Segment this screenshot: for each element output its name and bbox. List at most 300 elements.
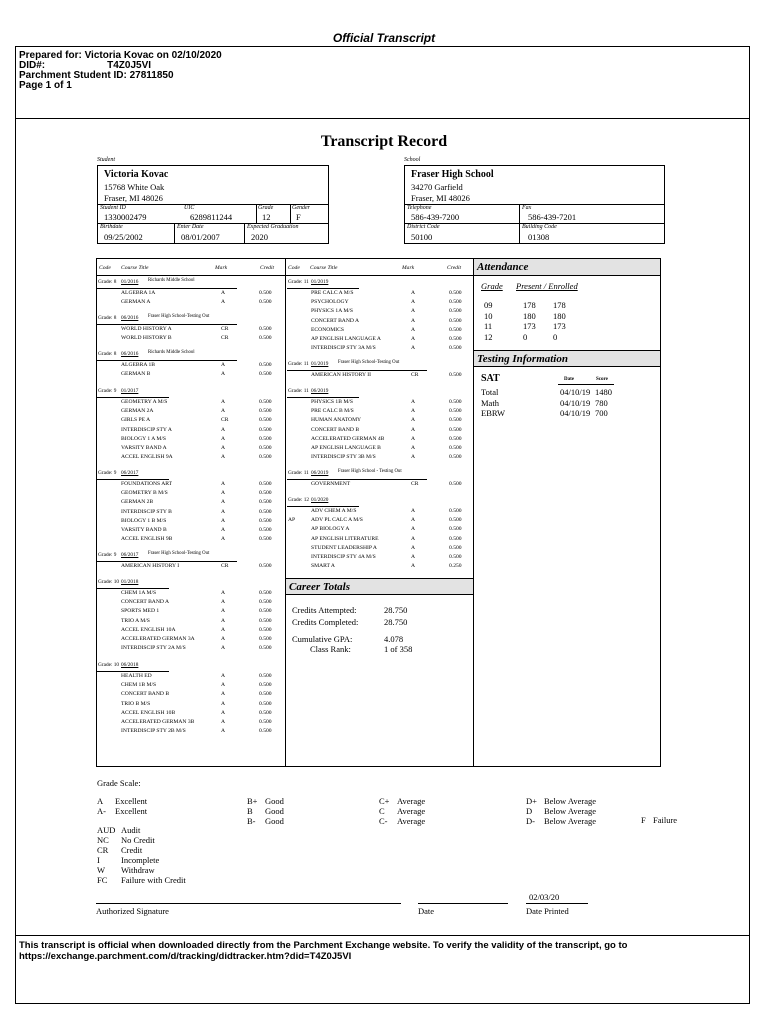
school-address2: Fraser, MI 48026 [411,193,470,203]
course-mark: A [221,399,226,405]
term-grade: Grade: 10 [98,662,120,668]
school-label: School [404,157,421,163]
term-date: 06/2017 [121,470,139,476]
verification-notice: This transcript is official when downloaded directly from the Parchment Exchange website. To verify the validity of the transcript, go to https://exchange.parchment.com/d/tracking/didtracker.htm?did=T4Z0J5VI [19,940,628,962]
course-title: GERMAN 2A [121,408,154,415]
attendance-enrolled: 173 [553,321,566,331]
credits-attempted-label: Credits Attempted: [292,605,357,615]
course-title: AP ENGLISH LANGUAGE B [311,445,381,451]
scale-code-desc: Failure with Credit [121,875,186,885]
course-mark: A [221,290,226,296]
course-title: ALGEBRA 1A [121,290,156,296]
attendance-grade: 09 [484,300,493,310]
scale-code-desc: Credit [121,845,143,855]
student-id-label: Student ID [100,205,126,211]
attendance-heading: Attendance [474,259,660,276]
course-title: WORLD HISTORY B [121,335,172,342]
course-mark: A [411,535,416,542]
scale-desc: Excellent [115,806,148,816]
course-credit: 0.500 [449,426,462,433]
term-date: 01/2019 [311,279,329,285]
test-date: 04/10/19 [560,397,591,408]
course-mark: A [221,499,226,506]
scale-code: I [97,855,100,865]
attendance-grade: 11 [484,321,493,331]
scale-grade: A- [97,806,106,816]
scale-desc: Good [265,806,284,816]
gpa: 4.078 [384,634,404,644]
student-box [97,165,329,244]
student-id: 1330002479 [104,212,147,222]
course-mark: A [411,317,416,324]
course-title: AMERICAN HISTORY II [311,372,371,378]
course-credit: 0.500 [449,299,462,306]
gpa-label: Cumulative GPA: [292,634,353,644]
telephone-label: Telephone [407,205,432,211]
district-code: 50100 [411,232,433,242]
term-grade: Grade: 10 [98,579,120,585]
attendance-grade: 12 [484,331,493,342]
course-mark: A [221,673,226,679]
scale-grade: D- [526,816,535,826]
course-title: ACCEL ENGLISH 9A [121,454,173,461]
course-title: AMERICAN HISTORY I [121,563,180,569]
scale-grade: C- [379,816,388,826]
test-date-header: Date [564,377,574,382]
course-mark: A [221,700,226,707]
course-title: INTERDISCIP STY 2B M/S [121,728,186,735]
course-title: GERMAN A [121,299,151,306]
course-credit: 0.500 [259,408,272,415]
course-mark: A [411,517,416,524]
term-date: 01/2016 [121,279,139,285]
course-credit: 0.500 [449,544,462,551]
scale-code: CR [97,845,109,855]
term-school: Richards Middle School [148,278,195,283]
course-credit: 0.500 [449,336,462,342]
scale-code: NC [97,835,109,845]
course-mark: CR [221,335,229,342]
course-title: INTERDISCIP STY 2A M/S [121,645,186,652]
course-title: FOUNDATIONS ART [121,481,173,487]
course-credit: 0.500 [259,371,272,378]
course-credit: 0.500 [259,590,272,596]
course-title: GERMAN 2B [121,499,154,506]
course-mark: A [411,408,416,415]
page-count: Page 1 of 1 [19,80,72,91]
course-credit: 0.500 [449,326,462,333]
course-title: ALGEBRA 1B [121,362,156,368]
scale-code: FC [97,875,108,885]
scale-desc: Average [397,796,426,806]
student-label: Student [97,157,115,163]
student-name: Victoria Kovac [104,169,169,180]
attendance-present: 178 [523,300,536,310]
course-title: AP ENGLISH LANGUAGE A [311,336,381,342]
course-title: BIOLOGY 1 B M/S [121,517,167,524]
course-mark: A [221,691,226,698]
course-credit: 0.500 [259,508,272,515]
course-mark: A [221,682,226,689]
term-grade: Grade: 8 [98,279,117,285]
footer-divider [15,935,750,936]
course-credit: 0.500 [449,517,462,524]
prepared-info [19,51,222,91]
course-mark: A [411,435,416,442]
building-label: Building Code [522,224,557,230]
course-mark: A [221,599,226,606]
course-mark: A [411,544,416,551]
attendance-grade-header: Grade [481,281,503,291]
course-mark: A [221,490,226,497]
date-printed-label: Date Printed [526,906,569,916]
uic-label: UIC [184,205,195,211]
course-mark: A [221,454,226,461]
course-title: INTERDISCIP STY B [121,508,172,515]
course-credit: 0.500 [449,417,462,424]
term-underline [287,479,427,480]
test-date: 04/10/19 [560,387,591,397]
term-grade: Grade: 12 [288,497,310,503]
course-mark: A [221,408,226,415]
scale-desc: Failure [653,815,678,825]
course-credit: 0.500 [259,490,272,497]
graduation: 2020 [251,232,268,242]
scale-grade: B [247,806,253,816]
scale-code: AUD [97,825,116,835]
scale-code-desc: Incomplete [121,855,160,865]
course-credit: 0.500 [259,335,272,342]
course-mark: A [411,454,416,461]
term-underline [97,360,237,361]
course-title: PHYSICS 1A M/S [311,308,353,315]
building-code: 01308 [528,232,550,242]
attendance-present: 180 [523,310,536,321]
course-title: CONCERT BAND B [121,691,170,698]
credits-attempted: 28.750 [384,605,408,615]
course-credit: 0.500 [259,700,272,707]
course-credit: 0.500 [259,709,272,716]
telephone: 586-439-7200 [411,212,460,222]
grade-label: Grade [258,205,274,211]
authorized-signature-label: Authorized Signature [96,906,169,916]
career-totals-heading: Career Totals [286,578,473,595]
course-title: PRE CALC A M/S [311,290,354,296]
course-credit: 0.500 [259,617,272,624]
course-mark: A [221,435,226,442]
course-mark: A [221,508,226,515]
course-title: SMART A [311,563,335,570]
course-mark: A [221,719,226,725]
course-mark: A [411,445,416,451]
course-mark: A [221,371,226,378]
course-credit: 0.500 [259,527,272,533]
term-grade: Grade: 11 [288,279,309,285]
test-name: Math [481,397,499,408]
enter-date-label: Enter Date [177,224,204,230]
course-title: STUDENT LEADERSHIP A [311,544,377,551]
testing-heading: Testing Information [474,350,660,367]
course-credit: 0.500 [449,481,462,487]
course-credit: 0.500 [449,535,462,542]
course-mark: A [221,517,226,524]
course-title: CHEM 1B M/S [121,682,157,689]
course-mark: A [411,508,416,514]
course-title: GOVERNMENT [311,481,351,487]
course-credit: 0.500 [259,719,272,725]
course-credit: 0.500 [449,372,462,378]
course-title: GIRLS PE A [121,417,151,424]
course-title: INTERDISCIP STY 3A M/S [311,345,376,352]
course-title: TRIO B M/S [121,700,151,707]
course-credit: 0.500 [259,299,272,306]
course-mark: A [221,590,226,596]
parchment-student-id: Parchment Student ID: 27811850 [19,70,174,81]
district-label: District Code [407,224,440,230]
course-credit: 0.500 [259,499,272,506]
course-mark: A [221,626,226,633]
left-code-header: Code [99,265,111,271]
scale-desc: Below Average [544,816,597,826]
term-date: 06/2019 [311,470,329,476]
did-line: DID#: T4Z0J5VI [19,60,152,71]
gender: F [296,212,301,222]
attendance-present-header: Present / Enrolled [516,281,578,291]
course-title: CONCERT BAND A [311,317,360,324]
course-title: CONCERT BAND A [121,599,170,606]
course-mark: A [221,362,226,368]
date-printed: 02/03/20 [529,892,560,902]
grade: 12 [262,212,271,222]
term-grade: Grade: 9 [98,470,117,476]
term-grade: Grade: 8 [98,351,117,357]
course-title: GEOMETRY B M/S [121,490,168,497]
term-date: 06/2019 [311,388,329,394]
scale-grade: B- [247,816,256,826]
course-mark: A [221,636,226,642]
sat-label: SAT [481,373,500,384]
course-mark: CR [221,563,229,569]
course-credit: 0.500 [259,673,272,679]
course-credit: 0.500 [449,290,462,296]
course-title: INTERDISCIP STY A [121,426,172,433]
scale-grade: B+ [247,796,258,806]
course-title: ACCELERATED GERMAN 3B [121,719,195,725]
course-mark: A [411,563,416,570]
course-title: GERMAN B [121,371,151,378]
course-mark: CR [411,481,419,487]
course-credit: 0.500 [259,362,272,368]
course-title: VARSITY BAND B [121,527,167,533]
course-credit: 0.500 [259,608,272,615]
course-mark: A [411,399,416,405]
term-school: Fraser High School - Testing Out [338,469,402,474]
left-credit-header: Credit [260,265,275,271]
course-credit: 0.500 [259,445,272,451]
course-mark: A [411,326,416,333]
scale-desc: Good [265,796,284,806]
course-credit: 0.500 [259,435,272,442]
course-credit: 0.500 [259,536,272,543]
left-mark-header: Mark [215,265,228,271]
course-credit: 0.500 [449,526,462,533]
course-credit: 0.500 [259,645,272,652]
fax: 586-439-7201 [528,212,577,222]
test-score: 1480 [595,387,612,397]
course-title: INTERDISCIP STY 4A M/S [311,554,376,560]
header-divider [15,118,750,119]
course-credit: 0.500 [449,554,462,560]
term-school: Fraser High School-Testing Out [338,360,400,365]
scale-grade: A [97,796,104,806]
course-credit: 0.500 [259,691,272,698]
scale-code-desc: Withdraw [121,865,155,875]
course-mark: A [411,308,416,315]
term-grade: Grade: 8 [98,315,117,321]
term-date: 01/2017 [121,388,139,394]
course-credit: 0.250 [449,563,462,570]
student-address2: Fraser, MI 48026 [104,193,163,203]
attendance-grade: 10 [484,310,493,321]
course-mark: A [221,299,226,306]
course-title: PHYSICS 1B M/S [311,399,353,405]
course-title: ACCELERATED GERMAN 3A [121,636,195,642]
course-title: PRE CALC B M/S [311,408,354,415]
did-value: T4Z0J5VI [107,60,152,71]
scale-grade: C [379,806,385,816]
course-title: ACCEL ENGLISH 10A [121,626,176,633]
course-mark: CR [221,326,229,332]
term-date: 06/2016 [121,351,139,357]
course-title: HEALTH ED [121,673,152,679]
grade-scale-title: Grade Scale: [97,778,141,788]
term-grade: Grade: 9 [98,388,117,394]
course-credit: 0.500 [259,626,272,633]
birthdate-label: Birthdate [100,224,123,230]
scale-code-desc: No Credit [121,835,155,845]
course-mark: CR [221,417,229,424]
course-credit: 0.500 [259,728,272,735]
course-mark: A [411,526,416,533]
course-title: ACCEL ENGLISH 9B [121,536,173,543]
test-date: 04/10/19 [560,408,591,418]
scale-desc: Below Average [544,796,597,806]
course-title: TRIO A M/S [121,617,150,624]
test-score: 700 [595,408,608,418]
school-address1: 34270 Garfield [411,182,463,192]
term-date: 01/2020 [311,497,329,503]
right-code-header: Code [288,265,300,271]
course-title: ECONOMICS [311,326,344,333]
test-score: 780 [595,397,608,408]
prepared-for: Prepared for: Victoria Kovac on 02/10/2020 [19,50,222,61]
course-mark: A [411,299,416,306]
course-credit: 0.500 [259,682,272,689]
attendance-present: 173 [523,321,536,331]
course-credit: 0.500 [449,508,462,514]
right-credit-header: Credit [447,265,462,271]
course-credit: 0.500 [449,454,462,461]
term-underline [97,288,237,289]
enter-date: 08/01/2007 [181,232,220,242]
course-mark: A [411,336,416,342]
term-date: 01/2018 [121,579,139,585]
course-mark: A [221,426,226,433]
course-credit: 0.500 [449,445,462,451]
uic: 6289811244 [190,212,233,222]
course-title: SPORTS MED 1 [121,608,160,615]
term-school: Fraser High School-Testing Out [148,314,210,319]
course-credit: 0.500 [259,290,272,296]
course-mark: CR [411,372,419,378]
class-rank-label: Class Rank: [310,644,351,654]
term-grade: Grade: 9 [98,552,117,558]
scale-grade: D+ [526,796,537,806]
course-title: CHEM 1A M/S [121,590,157,596]
school-box [404,165,665,244]
attendance-enrolled: 180 [553,310,566,321]
course-mark: A [221,445,226,451]
scale-desc: Average [397,816,426,826]
course-title: HUMAN ANATOMY [311,417,362,424]
class-rank: 1 of 358 [384,644,413,654]
school-name: Fraser High School [411,169,494,180]
credits-completed: 28.750 [384,617,408,627]
term-date: 06/2018 [121,662,139,668]
course-credit: 0.500 [259,636,272,642]
course-title: AP ENGLISH LITERATURE [311,535,379,542]
course-title: ACCEL ENGLISH 10B [121,709,176,716]
term-school: Fraser High School-Testing Out [148,551,210,556]
credits-completed-label: Credits Completed: [292,617,359,627]
course-mark: A [411,426,416,433]
course-credit: 0.500 [259,426,272,433]
course-title: BIOLOGY 1 A M/S [121,435,167,442]
course-credit: 0.500 [449,435,462,442]
course-title: WORLD HISTORY A [121,326,172,332]
right-mark-header: Mark [402,265,415,271]
term-grade: Grade: 11 [288,361,309,367]
scale-grade: F [641,815,646,825]
student-address1: 15768 White Oak [104,182,165,192]
course-credit: 0.500 [449,345,462,352]
date-label: Date [418,906,435,916]
course-credit: 0.500 [449,408,462,415]
page-title: Official Transcript [332,31,436,45]
attendance-enrolled: 178 [553,300,566,310]
scale-code: W [97,865,106,875]
term-date: 06/2017 [121,552,139,558]
course-mark: A [221,481,226,487]
attendance-present: 0 [523,331,528,342]
course-title: CONCERT BAND B [311,426,360,433]
course-mark: A [221,709,226,716]
course-credit: 0.500 [259,399,272,405]
course-title: ADV CHEM A M/S [311,508,357,514]
course-title: PSYCHOLOGY [311,299,349,306]
course-mark: A [411,417,416,424]
attendance-enrolled: 0 [553,331,558,342]
scale-desc: Excellent [115,796,148,806]
scale-desc: Average [397,806,426,816]
term-date: 06/2016 [121,315,139,321]
term-grade: Grade: 11 [288,470,309,476]
birthdate: 09/25/2002 [104,232,143,242]
course-mark: A [221,527,226,533]
gender-label: Gender [292,205,310,211]
course-credit: 0.500 [259,417,272,424]
course-credit: 0.500 [449,317,462,324]
